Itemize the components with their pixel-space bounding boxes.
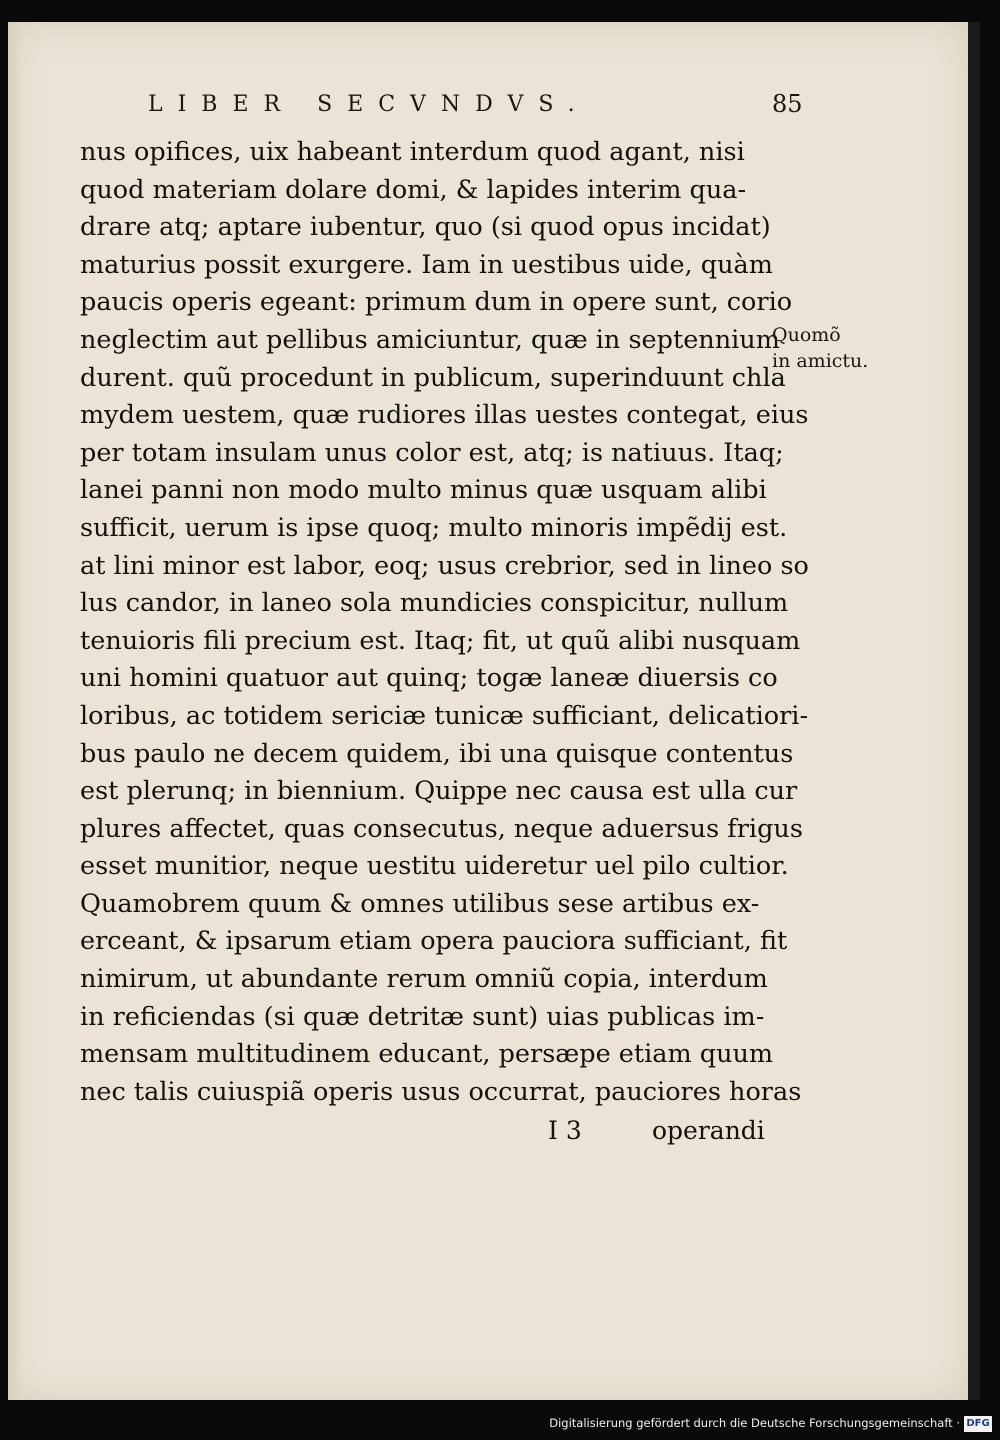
text-line: sufficit, uerum is ipse quoq; multo minoris impẽdij est. bbox=[80, 512, 788, 543]
text-line: neglectim aut pellibus amiciuntur, quæ in septennium bbox=[80, 324, 780, 355]
text-line: bus paulo ne decem quidem, ibi una quisque contentus bbox=[80, 738, 794, 769]
page-number: 85 bbox=[772, 90, 803, 118]
marginal-note-line: in amictu. bbox=[772, 350, 869, 372]
text-line: tenuioris fili precium est. Itaq; fit, ut quũ alibi nusquam bbox=[80, 625, 801, 656]
signature-mark: I 3 bbox=[548, 1116, 582, 1145]
page-edge bbox=[968, 22, 980, 1400]
text-line: paucis operis egeant: primum dum in opere sunt, corio bbox=[80, 287, 793, 318]
text-line: erceant, & ipsarum etiam opera pauciora sufficiant, fit bbox=[80, 926, 788, 957]
digitization-credit: Digitalisierung gefördert durch die Deutsche Forschungsgemeinschaft · bbox=[549, 1416, 960, 1430]
catchword: operandi bbox=[652, 1116, 765, 1145]
text-line: durent. quũ procedunt in publicum, superinduunt chla bbox=[80, 362, 786, 393]
dfg-logo: DFG bbox=[964, 1416, 992, 1432]
text-line: uni homini quatuor aut quinq; togæ laneæ diuersis co bbox=[80, 663, 778, 694]
text-line: nimirum, ut abundante rerum omniũ copia, interdum bbox=[80, 964, 768, 995]
marginal-note-line: Quomõ bbox=[772, 324, 841, 346]
text-line: lus candor, in laneo sola mundicies conspicitur, nullum bbox=[80, 588, 789, 619]
marginal-note bbox=[772, 322, 868, 374]
running-head: LIBER SECVNDVS. bbox=[148, 92, 590, 117]
text-line: mensam multitudinem educant, persæpe etiam quum bbox=[80, 1039, 774, 1070]
text-line: Quamobrem quum & omnes utilibus sese artibus ex- bbox=[80, 888, 760, 919]
text-line: plures affectet, quas consecutus, neque aduersus frigus bbox=[80, 813, 803, 844]
text-line: per totam insulam unus color est, atq; is natiuus. Itaq; bbox=[80, 437, 784, 468]
text-line: quod materiam dolare domi, & lapides interim qua- bbox=[80, 174, 747, 205]
text-line: est plerunq; in biennium. Quippe nec causa est ulla cur bbox=[80, 776, 798, 807]
text-line: nus opifices, uix habeant interdum quod agant, nisi bbox=[80, 137, 745, 167]
text-line: mydem uestem, quæ rudiores illas uestes contegat, eius bbox=[80, 400, 809, 431]
text-line: in reficiendas (si quæ detritæ sunt) uias publicas im- bbox=[80, 1001, 765, 1032]
text-line: esset munitior, neque uestitu uideretur uel pilo cultior. bbox=[80, 851, 789, 882]
text-line: at lini minor est labor, eoq; usus crebrior, sed in lineo so bbox=[80, 550, 809, 581]
text-line: nec talis cuiuspiã operis usus occurrat, pauciores horas bbox=[80, 1076, 802, 1107]
text-line: maturius possit exurgere. Iam in uestibus uide, quàm bbox=[80, 249, 773, 280]
text-line: loribus, ac totidem sericiæ tunicæ sufficiant, delicatiori- bbox=[80, 700, 809, 731]
text-line: lanei panni non modo multo minus quæ usquam alibi bbox=[80, 475, 767, 506]
text-line: drare atq; aptare iubentur, quo (si quod opus incidat) bbox=[80, 212, 771, 243]
